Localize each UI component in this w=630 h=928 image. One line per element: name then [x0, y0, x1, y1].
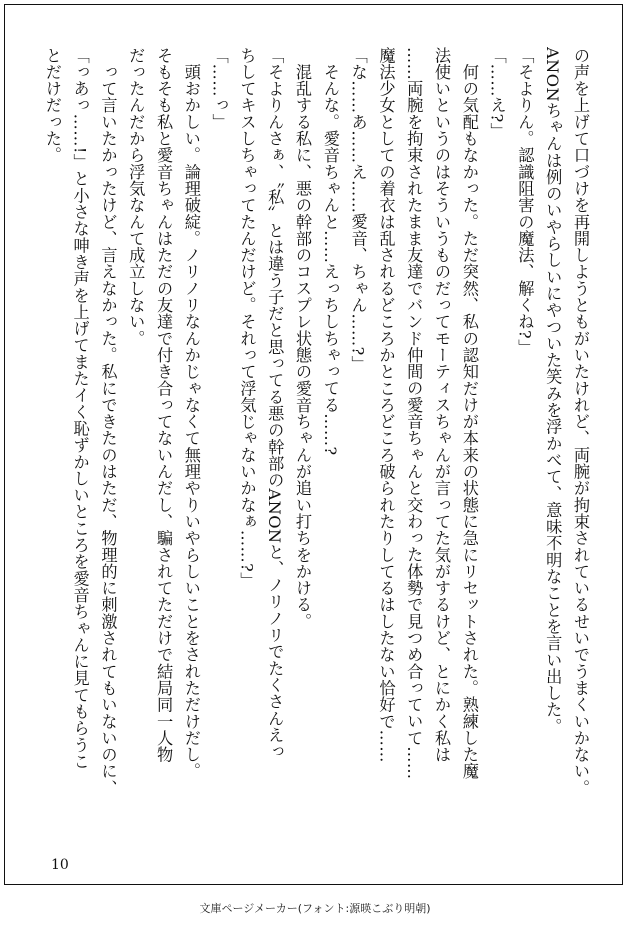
text-line: とだけだった。 [42, 47, 62, 164]
text-line: って言いたかったけど、言えなかった。私にできたのはただ、物理的に刺激されてもいないのに、 [98, 47, 118, 797]
page-number: 10 [51, 857, 69, 873]
text-line: 「……っ」 [209, 47, 229, 131]
page-frame [4, 4, 623, 885]
text-line: 「……え?」 [487, 47, 507, 140]
text-line: そんな。愛音ちゃんと……えっちしちゃってる……? [320, 47, 340, 456]
text-line: 「そよりん。認識阻害の魔法、解くね?」 [515, 47, 535, 356]
text-line: ちしてキスしちゃってたんだけど。それって浮気じゃないかなぁ……?」 [237, 47, 257, 589]
text-line: 頭おかしい。論理破綻。ノリノリなんかじゃなくて無理やりいやらしいことをされただけだし。 [181, 47, 201, 780]
novel-text-column [38, 47, 594, 827]
text-line: の声を上げて口づけを再開しようともがいたけれど、両腕が拘束されているせいでうまくいかない。 [571, 47, 590, 797]
text-line: だったんだから浮気なんて成立しない。 [126, 47, 146, 347]
footer-credit: 文庫ページメーカー(フォント:源暎こぶり明朝) [199, 902, 431, 915]
text-line: 「な……あ……え……愛音、ちゃん……?」 [348, 47, 368, 373]
text-line: ANONちゃんは例のいやらしいにやついた笑みを浮かべて、意味不明なことを言い出した。 [543, 47, 563, 735]
text-line: ……両腕を拘束されたまま友達でバンド仲間の愛音ちゃんと交わった体勢で見つめ合っていて…… [404, 47, 424, 780]
text-line: 法使いというのはそういうものだってモーティスちゃんが言ってた気がするけど、とにかく私は [432, 47, 452, 763]
text-line: 魔法少女としての着衣は乱されるどころかところどころ破られたりしてるはしたない恰好で…… [376, 47, 396, 763]
text-line: 「っあっ……!」と小さな呻き声を上げてまたイく恥ずかしいところを愛音ちゃんに見てもらうこ [70, 47, 90, 770]
text-line: 混乱する私に、悪の幹部のコスプレ状態の愛音ちゃんが追い打ちをかける。 [293, 47, 313, 630]
text-line: 何の気配もなかった。ただ突然、私の認知だけが本来の状態に急にリセットされた。熟練した魔 [459, 47, 479, 780]
text-line: そもそも私と愛音ちゃんはただの友達で付き合ってないんだし、騙されてただけで結局同一人物 [154, 47, 174, 763]
text-line: 「そよりんさぁ、〝私〟とは違う子だと思ってる悪の幹部のANONと、ノリノリでたくさんえっ [265, 47, 285, 760]
